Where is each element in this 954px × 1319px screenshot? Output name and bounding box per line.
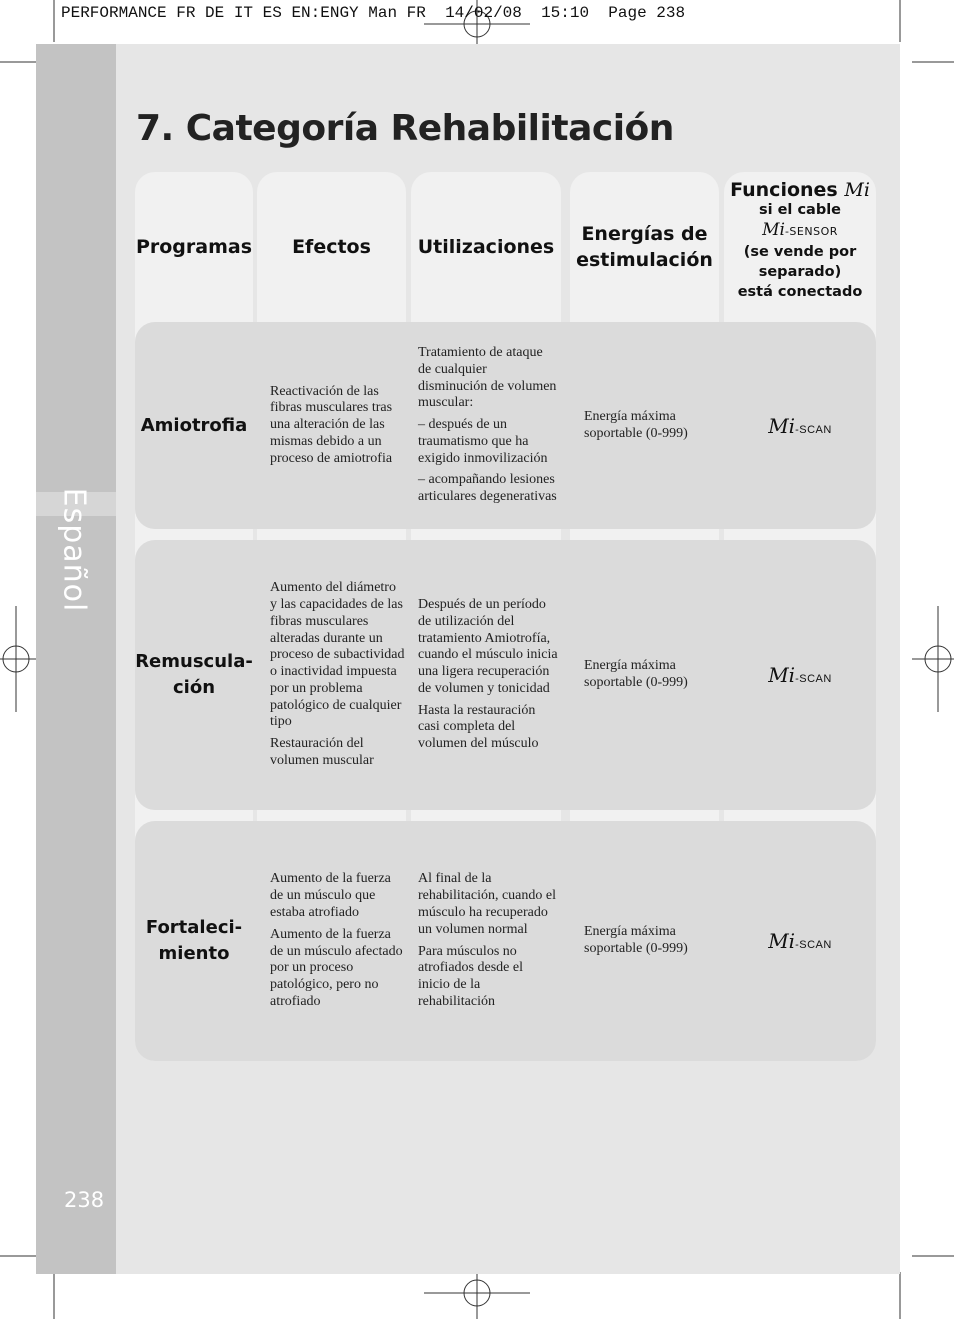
header-energias-line: estimulación (576, 249, 713, 271)
mi-logo-icon: Mi (768, 929, 796, 953)
header-funciones-line: separado) (758, 264, 842, 280)
energy-text: Energía máxima soportable (0-999) (584, 408, 688, 441)
effects-text: Aumento de la fuerza de un músculo afectado por un proceso patológico, pero no atrofiado (270, 926, 403, 1009)
uses-text: Tratamiento de ataque de cualquier disminución de volumen muscular: (418, 344, 557, 411)
uses-text: Hasta la restauración casi completa del volumen del músculo (418, 702, 539, 752)
effects-text: Aumento de la fuerza de un músculo que estaba atrofiado (270, 871, 391, 920)
language-label: Español (56, 487, 92, 613)
function-cell (724, 540, 876, 810)
header-funciones-line: (se vende por (743, 244, 857, 260)
page-title: 7. Categoría Rehabilitación (136, 108, 674, 149)
uses-text: Después de un período de utilización del tratamiento Amiotrofía, cuando el músculo inicia una ligera recuperación de volumen y tonicidad (418, 596, 558, 696)
mi-logo-icon: Mi (768, 413, 796, 438)
function-cell (724, 322, 876, 529)
energy-cell (584, 540, 714, 810)
sensor-label: -SENSOR (784, 225, 838, 238)
uses-cell (418, 540, 558, 810)
header-energias (570, 172, 719, 322)
effects-text: Reactivación de las fibras musculares tras una alteración de las mismas debido a un proceso de amiotrofia (270, 383, 393, 466)
program-name (135, 540, 253, 810)
header-programas: Programas (135, 236, 253, 258)
table-row-fortalecimiento (135, 821, 876, 1061)
effects-text: Aumento del diámetro y las capacidades de las fibras musculares alteradas durante un proceso de subactividad o inactividad impuesta por un problema patológico de cualquier tipo (270, 580, 405, 730)
uses-text: Para músculos no atrofiados desde el inicio de la rehabilitación (418, 943, 523, 1009)
uses-text: Al final de la rehabilitación, cuando el músculo ha recuperado un volumen normal (418, 871, 556, 937)
language-sidebar (36, 44, 116, 1274)
mi-logo-icon: Mi (844, 179, 870, 201)
program-name (135, 322, 253, 529)
header-funciones-line: está conectado (737, 284, 863, 300)
mi-logo-icon: Mi (762, 220, 785, 240)
effects-cell (270, 322, 406, 529)
uses-cell (418, 322, 558, 529)
energy-cell (584, 322, 714, 529)
header-funciones (724, 180, 876, 320)
header-utilizaciones: Utilizaciones (417, 236, 555, 258)
effects-text: Restauración del volumen muscular (270, 736, 374, 769)
uses-text: – acompañando lesiones articulares degenerativas (418, 472, 557, 505)
program-name-line: Amiotrofia (140, 414, 248, 436)
effects-cell (270, 821, 406, 1061)
program-name-line: Fortaleci- (145, 917, 243, 938)
mi-logo-icon: Mi (768, 663, 796, 687)
scan-label: -SCAN (795, 423, 832, 436)
table-row-amiotrofia (135, 322, 876, 529)
program-name-line: miento (158, 943, 230, 964)
uses-cell (418, 821, 558, 1061)
energy-cell (584, 821, 714, 1061)
energy-text: Energía máxima soportable (0-999) (584, 658, 688, 690)
energy-text: Energía máxima soportable (0-999) (584, 924, 688, 956)
header-funciones-line: si el cable (758, 202, 842, 218)
scan-label: -SCAN (795, 673, 832, 685)
program-name (135, 821, 253, 1061)
page-number: 238 (64, 1188, 105, 1212)
print-header: PERFORMANCE FR DE IT ES EN:ENGY Man FR 14/02/08 15:10 Page 238 (61, 4, 686, 22)
effects-cell (270, 540, 406, 810)
header-energias-line: Energías de (581, 223, 708, 245)
header-efectos: Efectos (292, 236, 371, 258)
table-row-remusculacion (135, 540, 876, 810)
header-funciones-title: Funciones (730, 179, 838, 201)
program-name-line: Remuscula- (135, 651, 253, 672)
function-cell (724, 821, 876, 1061)
program-name-line: ción (172, 677, 216, 698)
uses-text: – después de un traumatismo que ha exigido inmovilización (418, 417, 548, 466)
scan-label: -SCAN (795, 939, 832, 951)
